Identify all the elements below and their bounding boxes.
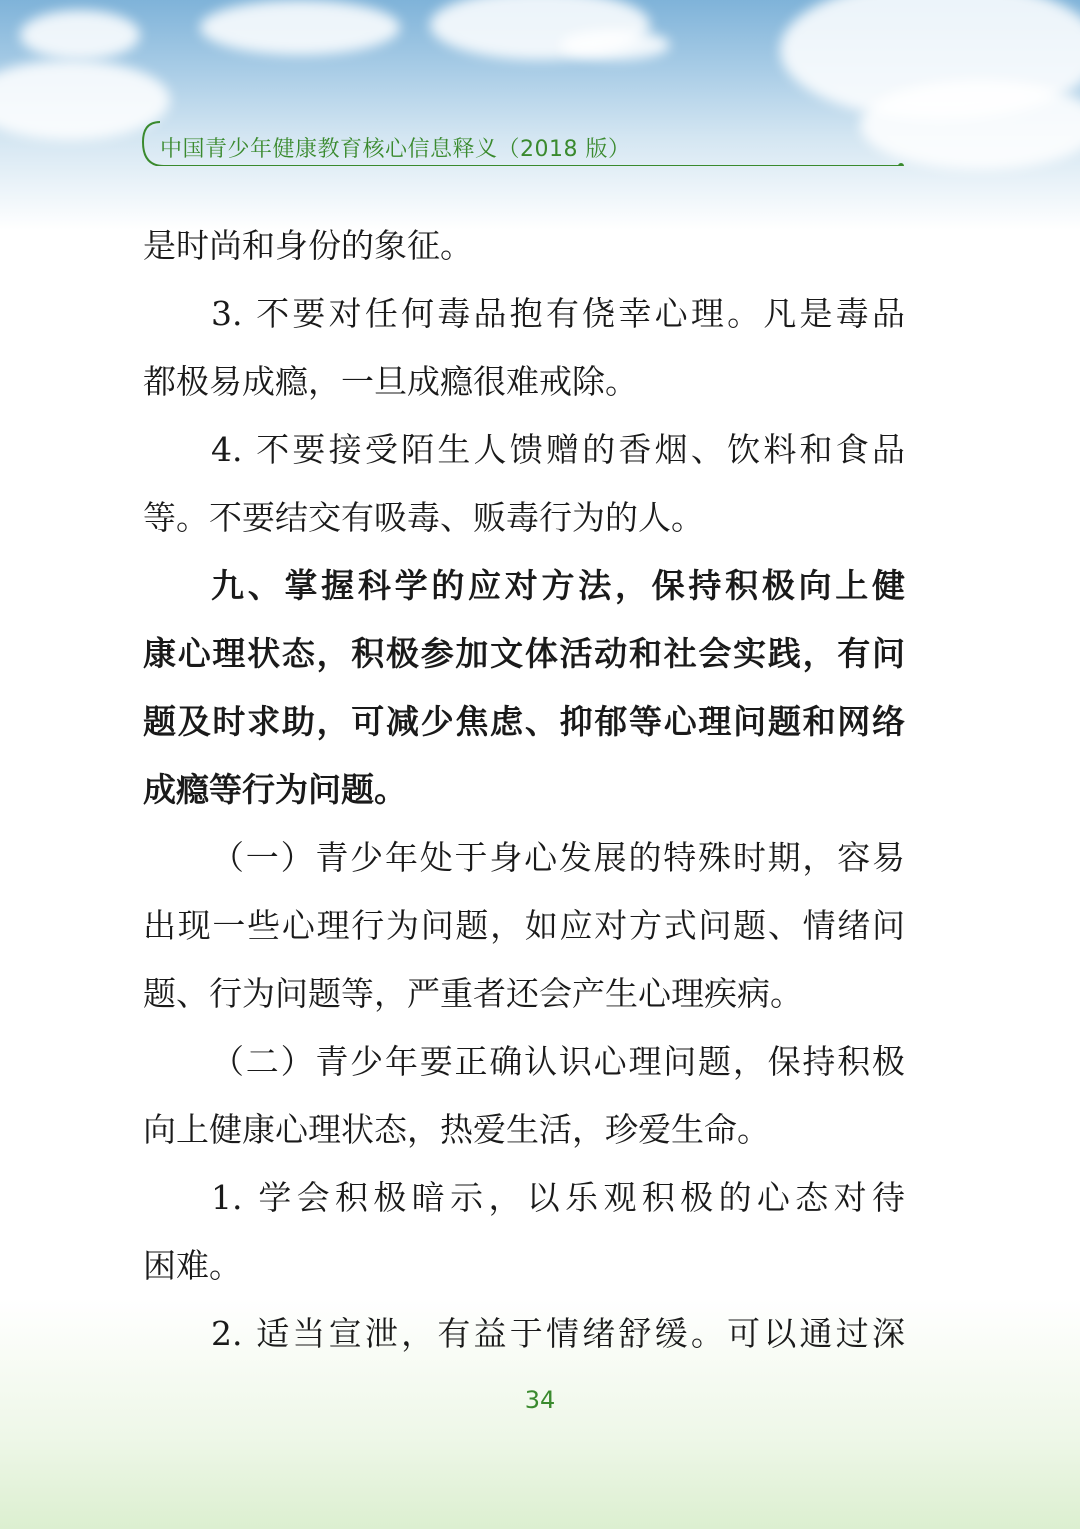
text-line: 4. 不要接受陌生人馈赠的香烟、饮料和食品: [211, 430, 905, 469]
text-line: 向上健康心理状态，热爱生活，珍爱生命。: [143, 1110, 770, 1149]
text-line: 出现一些心理行为问题，如应对方式问题、情绪问: [143, 906, 905, 945]
text-line: 题、行为问题等，严重者还会产生心理疾病。: [143, 974, 803, 1013]
text-line: 都极易成瘾，一旦成瘾很难戒除。: [143, 362, 638, 401]
text-line: 等。不要结交有吸毒、贩毒行为的人。: [143, 498, 704, 537]
text-line: 题及时求助，可减少焦虑、抑郁等心理问题和网络: [143, 702, 905, 741]
text-line: 九、掌握科学的应对方法，保持积极向上健: [211, 566, 905, 605]
sky-background: [0, 0, 1080, 230]
text-line: 康心理状态，积极参加文体活动和社会实践，有问: [143, 634, 905, 673]
text-line: 成瘾等行为问题。: [143, 770, 407, 809]
header-title: 中国青少年健康教育核心信息释义（2018 版）: [160, 137, 631, 162]
text-line: 困难。: [143, 1246, 242, 1285]
text-line: 3. 不要对任何毒品抱有侥幸心理。凡是毒品: [211, 294, 905, 333]
text-line: 1. 学会积极暗示，以乐观积极的心态对待: [211, 1178, 905, 1217]
body-text: [143, 212, 905, 1368]
text-line: （二）青少年要正确认识心理问题，保持积极: [211, 1042, 905, 1081]
text-line: 2. 适当宣泄，有益于情绪舒缓。可以通过深: [211, 1314, 905, 1353]
text-line: 是时尚和身份的象征。: [143, 226, 473, 265]
running-header: [140, 120, 910, 170]
text-line: （一）青少年处于身心发展的特殊时期，容易: [211, 838, 905, 877]
page-number: 34: [524, 1386, 556, 1414]
